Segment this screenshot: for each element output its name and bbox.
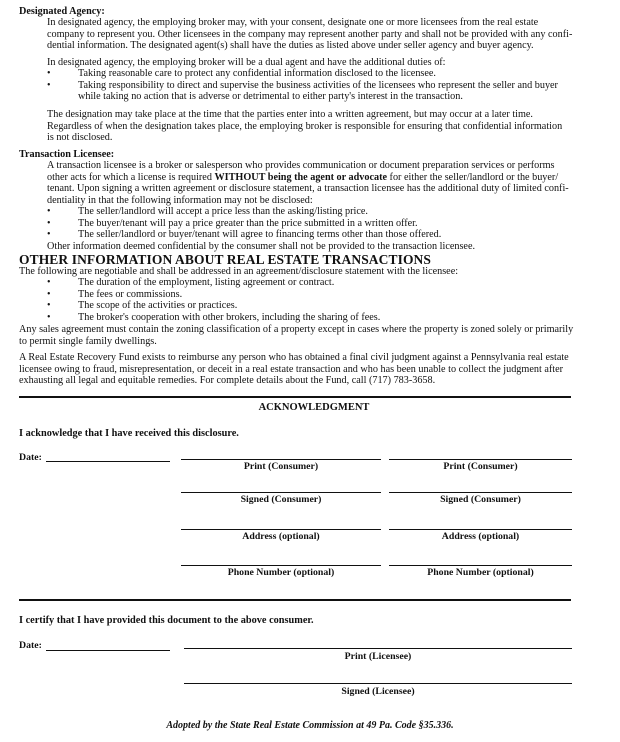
designated-agency-p2-intro: In designated agency, the employing broker will be a dual agent and have the additional duties of:	[47, 57, 446, 68]
licensee-print-field[interactable]	[184, 648, 572, 649]
acknowledgment-title: ACKNOWLEDGMENT	[258, 402, 370, 413]
designated-agency-heading: Designated Agency:	[19, 6, 105, 17]
bullet-mark: •	[47, 277, 51, 288]
bullet-mark: •	[47, 217, 51, 229]
consumer-2-print-field[interactable]	[389, 459, 572, 460]
other-info-bullet-1: The duration of the employment, listing agreement or contract.	[78, 277, 335, 288]
consumer-1-phone-field[interactable]	[181, 565, 381, 566]
consumer-1-signed-label: Signed (Consumer)	[240, 494, 322, 505]
licensee-signed-field[interactable]	[184, 683, 572, 684]
consumer-1-address-label: Address (optional)	[242, 531, 320, 542]
other-info-heading: OTHER INFORMATION ABOUT REAL ESTATE TRANSACTIONS	[19, 252, 432, 267]
acknowledgment-statement: I acknowledge that I have received this disclosure.	[19, 428, 239, 439]
designated-agency-p3-line1: The designation may take place at the time that the parties enter into a written agreement, but may occur at a later time.	[47, 109, 533, 120]
bullet-mark: •	[47, 311, 51, 323]
transaction-licensee-p2: Other information deemed confidential by the consumer shall not be provided to the transaction licensee.	[47, 241, 476, 252]
bullet-mark: •	[47, 79, 51, 91]
bullet-mark: •	[47, 300, 51, 311]
consumer-date-label: Date:	[19, 452, 42, 463]
consumer-date-field[interactable]	[46, 461, 170, 462]
consumer-2-phone-label: Phone Number (optional)	[427, 567, 534, 578]
bullet-mark: •	[47, 288, 51, 300]
licensee-date-label: Date:	[19, 640, 42, 651]
consumer-2-signed-label: Signed (Consumer)	[440, 494, 521, 505]
transaction-licensee-p1-line4: dentiality in that the following information may not be disclosed:	[47, 194, 313, 206]
designated-agency-p1-line3: dential information. The designated agent(s) shall have the duties as listed above under seller agency and buyer agency.	[47, 40, 534, 51]
consumer-2-phone-field[interactable]	[389, 565, 572, 566]
licensee-signed-label: Signed (Licensee)	[341, 686, 415, 697]
bullet-mark: •	[47, 229, 51, 240]
transaction-licensee-p1-line1: A transaction licensee is a broker or salesperson who provides communication or document preparation services or performs	[47, 160, 555, 171]
designated-agency-p3-line2: Regardless of when the designation takes place, the employing broker is responsible for ensuring that confidential information	[47, 120, 563, 132]
consumer-1-print-field[interactable]	[181, 459, 381, 460]
designated-agency-p1-line1: In designated agency, the employing broker may, with your consent, designate one or more licensees from the real estate	[47, 17, 539, 28]
other-info-intro: The following are negotiable and shall be addressed in an agreement/disclosure statement with the licensee:	[19, 265, 459, 277]
recovery-fund-line3: exhausting all legal and equitable remedies. For complete details about the Fund, call (717) 783-3658.	[19, 375, 436, 386]
recovery-fund-line2: licensee owing to fraud, misrepresentation, or deceit in a real estate transaction and who has been unable to collect the judgment after	[19, 363, 563, 375]
section-divider	[19, 599, 571, 601]
recovery-fund-line1: A Real Estate Recovery Fund exists to reimburse any person who has obtained a final civil judgment against a Pennsylvania real estate	[19, 352, 569, 363]
section-divider	[19, 396, 571, 398]
licensee-print-label: Print (Licensee)	[344, 651, 412, 662]
zoning-line1: Any sales agreement must contain the zoning classification of a property except in cases where the property is zoned solely or primarily	[19, 324, 574, 335]
transaction-licensee-bullet-2: The buyer/tenant will pay a price greater than the price submitted in a written offer.	[78, 217, 418, 229]
p1-line2-post: for either the seller/landlord or the buyer/	[387, 171, 559, 183]
transaction-licensee-p1-line3: tenant. Upon signing a written agreement or disclosure statement, a transaction licensee has the additional duty of limited confi-	[47, 183, 569, 194]
licensee-date-field[interactable]	[46, 650, 170, 651]
other-info-bullet-4: The broker's cooperation with other brokers, including the sharing of fees.	[78, 311, 381, 323]
consumer-2-address-field[interactable]	[389, 529, 572, 530]
other-info-bullet-2: The fees or commissions.	[78, 288, 183, 300]
consumer-2-signed-field[interactable]	[389, 492, 572, 493]
transaction-licensee-heading: Transaction Licensee:	[19, 149, 115, 160]
other-info-bullet-3: The scope of the activities or practices.	[78, 300, 238, 311]
bullet-mark: •	[47, 68, 51, 79]
designated-agency-bullet-2-line1: Taking responsibility to direct and supervise the business activities of the licensees who represent the seller and buyer	[78, 79, 558, 91]
consumer-2-address-label: Address (optional)	[441, 531, 520, 542]
consumer-1-print-label: Print (Consumer)	[243, 461, 319, 472]
consumer-2-print-label: Print (Consumer)	[443, 461, 518, 472]
transaction-licensee-p1-line2	[47, 172, 558, 183]
certification-statement: I certify that I have provided this document to the above consumer.	[19, 615, 314, 626]
consumer-1-address-field[interactable]	[181, 529, 381, 530]
p1-line2-bold: WITHOUT being the agent or advocate	[214, 171, 387, 183]
designated-agency-bullet-1: Taking reasonable care to protect any confidential information disclosed to the licensee.	[78, 68, 436, 79]
transaction-licensee-bullet-3: The seller/landlord or buyer/tenant will agree to financing terms other than those offered.	[78, 229, 442, 240]
bullet-mark: •	[47, 206, 51, 217]
designated-agency-p3-line3: is not disclosed.	[47, 132, 113, 143]
p1-line2-pre: other acts for which a license is required	[47, 171, 215, 183]
transaction-licensee-bullet-1: The seller/landlord will accept a price less than the asking/listing price.	[78, 206, 368, 217]
consumer-1-signed-field[interactable]	[181, 492, 381, 493]
footer-citation: Adopted by the State Real Estate Commission at 49 Pa. Code §35.336.	[166, 720, 454, 731]
designated-agency-bullet-2-line2: while taking no action that is adverse or detrimental to either party's interest in the transaction.	[78, 91, 463, 102]
consumer-1-phone-label: Phone Number (optional)	[227, 567, 335, 578]
designated-agency-p1-line2: company to represent you. Other licensees in the company may represent another party and shall not be provided with any confi-	[47, 28, 573, 40]
zoning-line2: to permit single family dwellings.	[19, 335, 157, 347]
